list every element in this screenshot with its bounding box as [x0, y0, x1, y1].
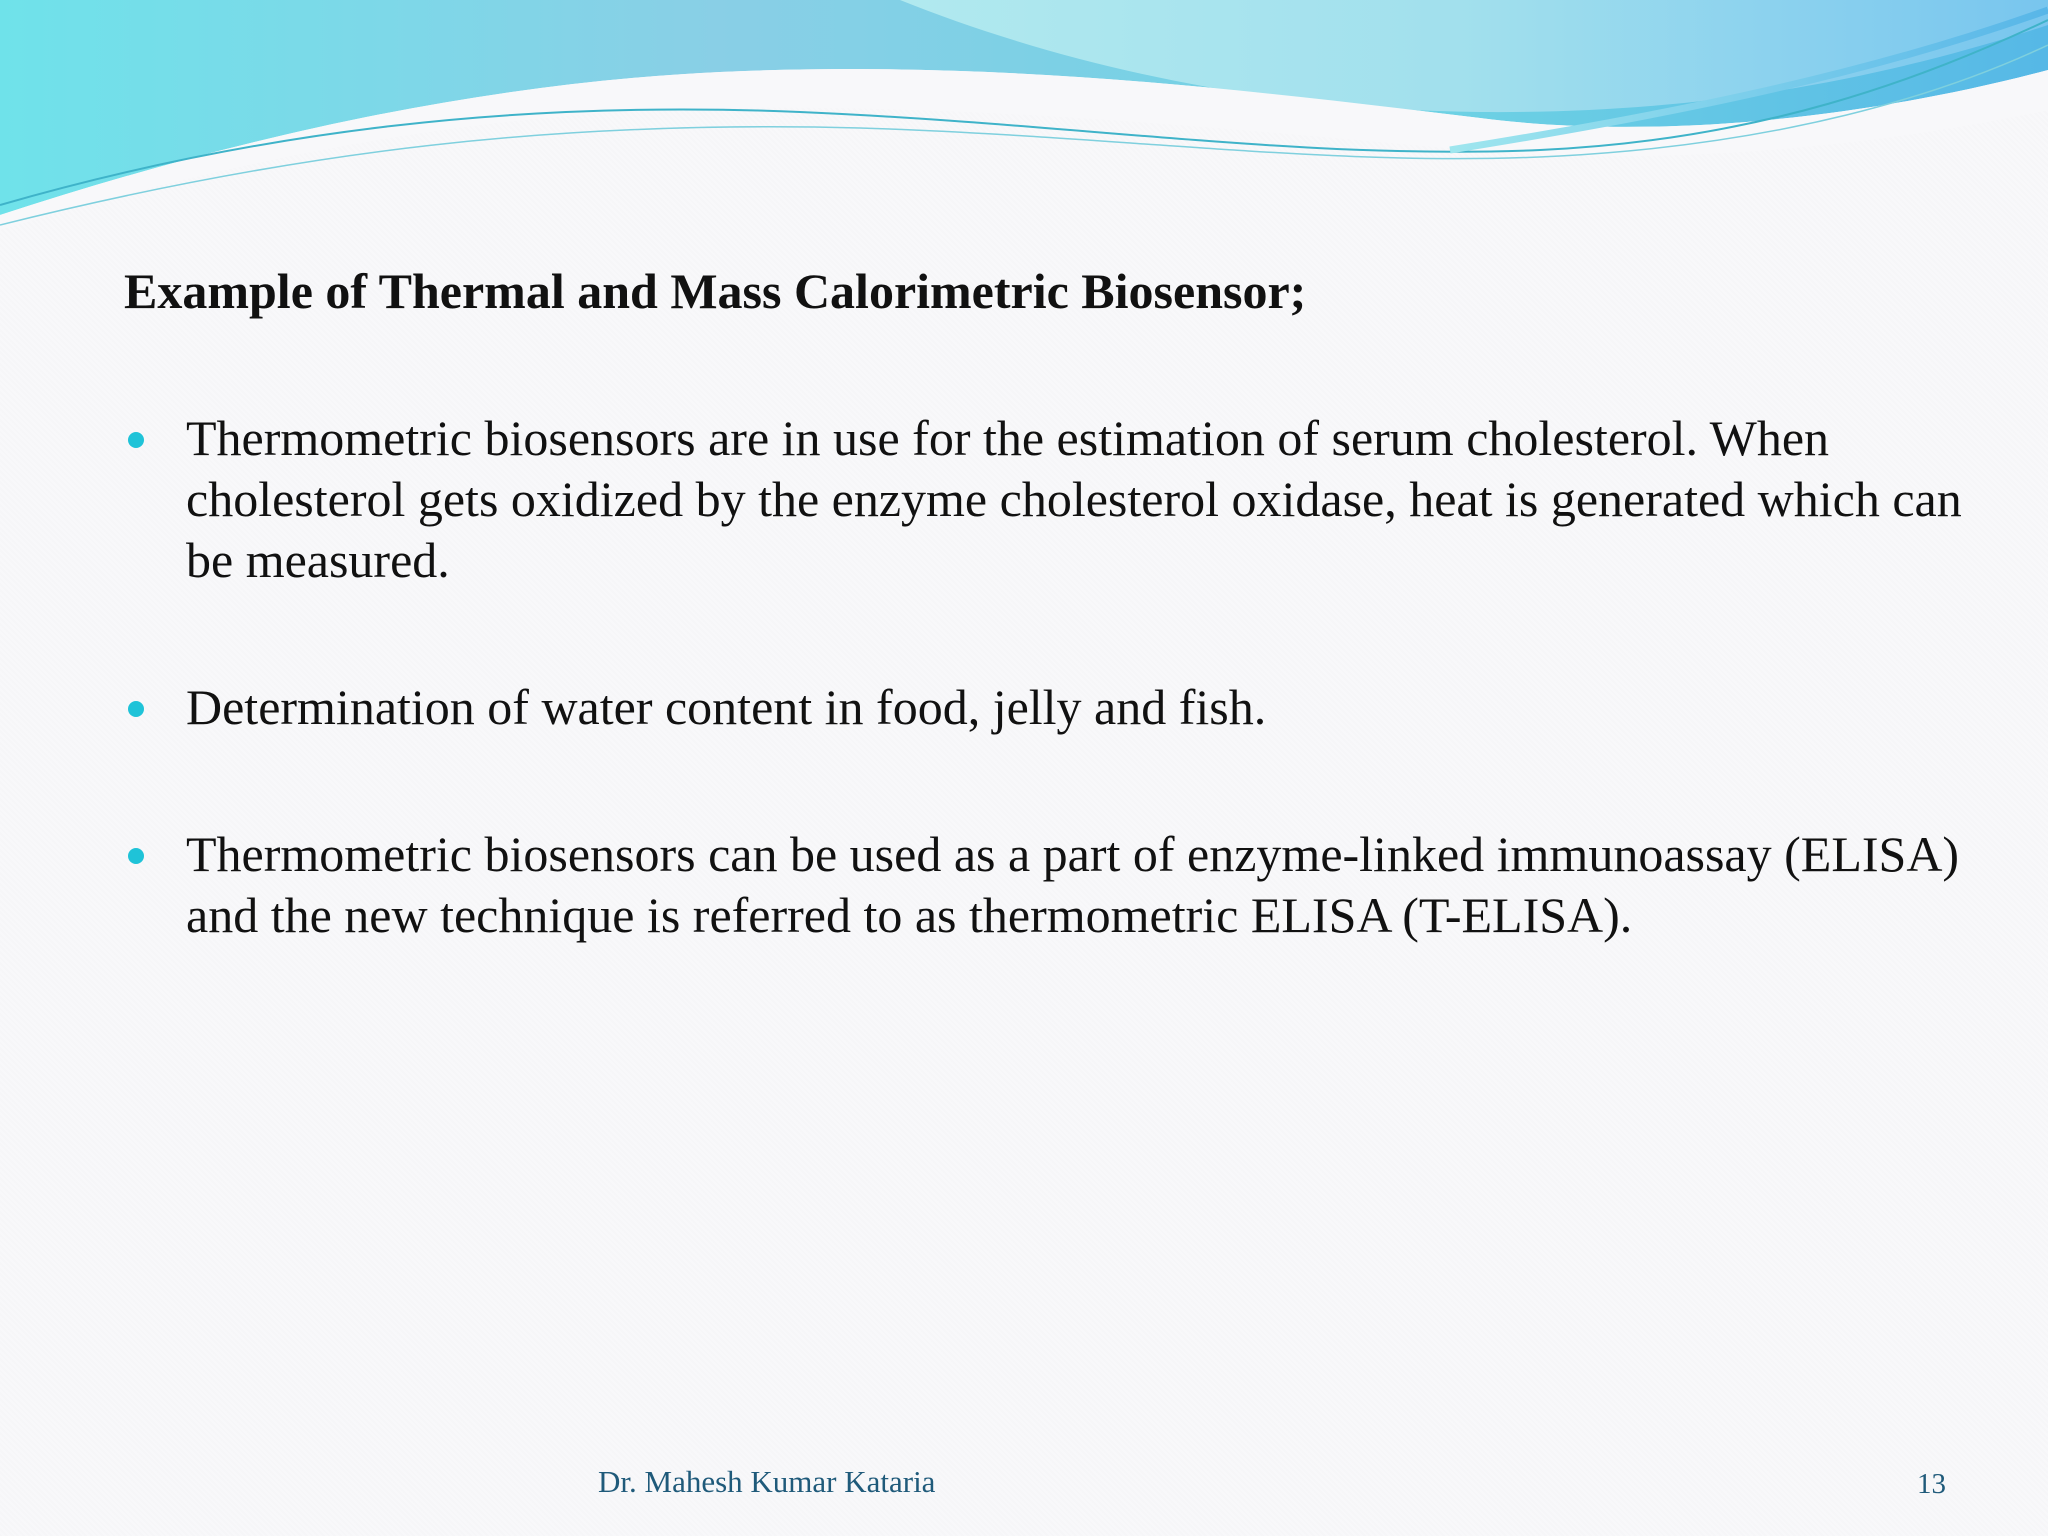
bullet-item-2 [124, 677, 1974, 738]
slide-title: Example of Thermal and Mass Calorimetric Biosensor; [124, 263, 1307, 319]
bullet-text-2: Determination of water content in food, jelly and fish. [186, 679, 1267, 735]
bullet-text-3: Thermometric biosensors can be used as a part of enzyme-linked immunoassay (ELISA) and the new technique is referred to as thermometric ELISA (T-ELISA). [186, 826, 1960, 943]
bullet-list [124, 408, 1974, 946]
bullet-text-1: Thermometric biosensors are in use for the estimation of serum cholesterol. When cholesterol gets oxidized by the enzyme cholesterol oxidase, heat is generated which can be measured. [186, 410, 1962, 588]
bullet-dot-icon [128, 848, 144, 864]
bullet-item-3 [124, 824, 1974, 946]
bullet-dot-icon [128, 432, 144, 448]
bullet-dot-icon [128, 701, 144, 717]
footer-author: Dr. Mahesh Kumar Kataria [598, 1464, 936, 1499]
header-wave-decoration [0, 0, 2048, 240]
bullet-item-1 [124, 408, 1974, 591]
page-number: 13 [1917, 1468, 1946, 1500]
